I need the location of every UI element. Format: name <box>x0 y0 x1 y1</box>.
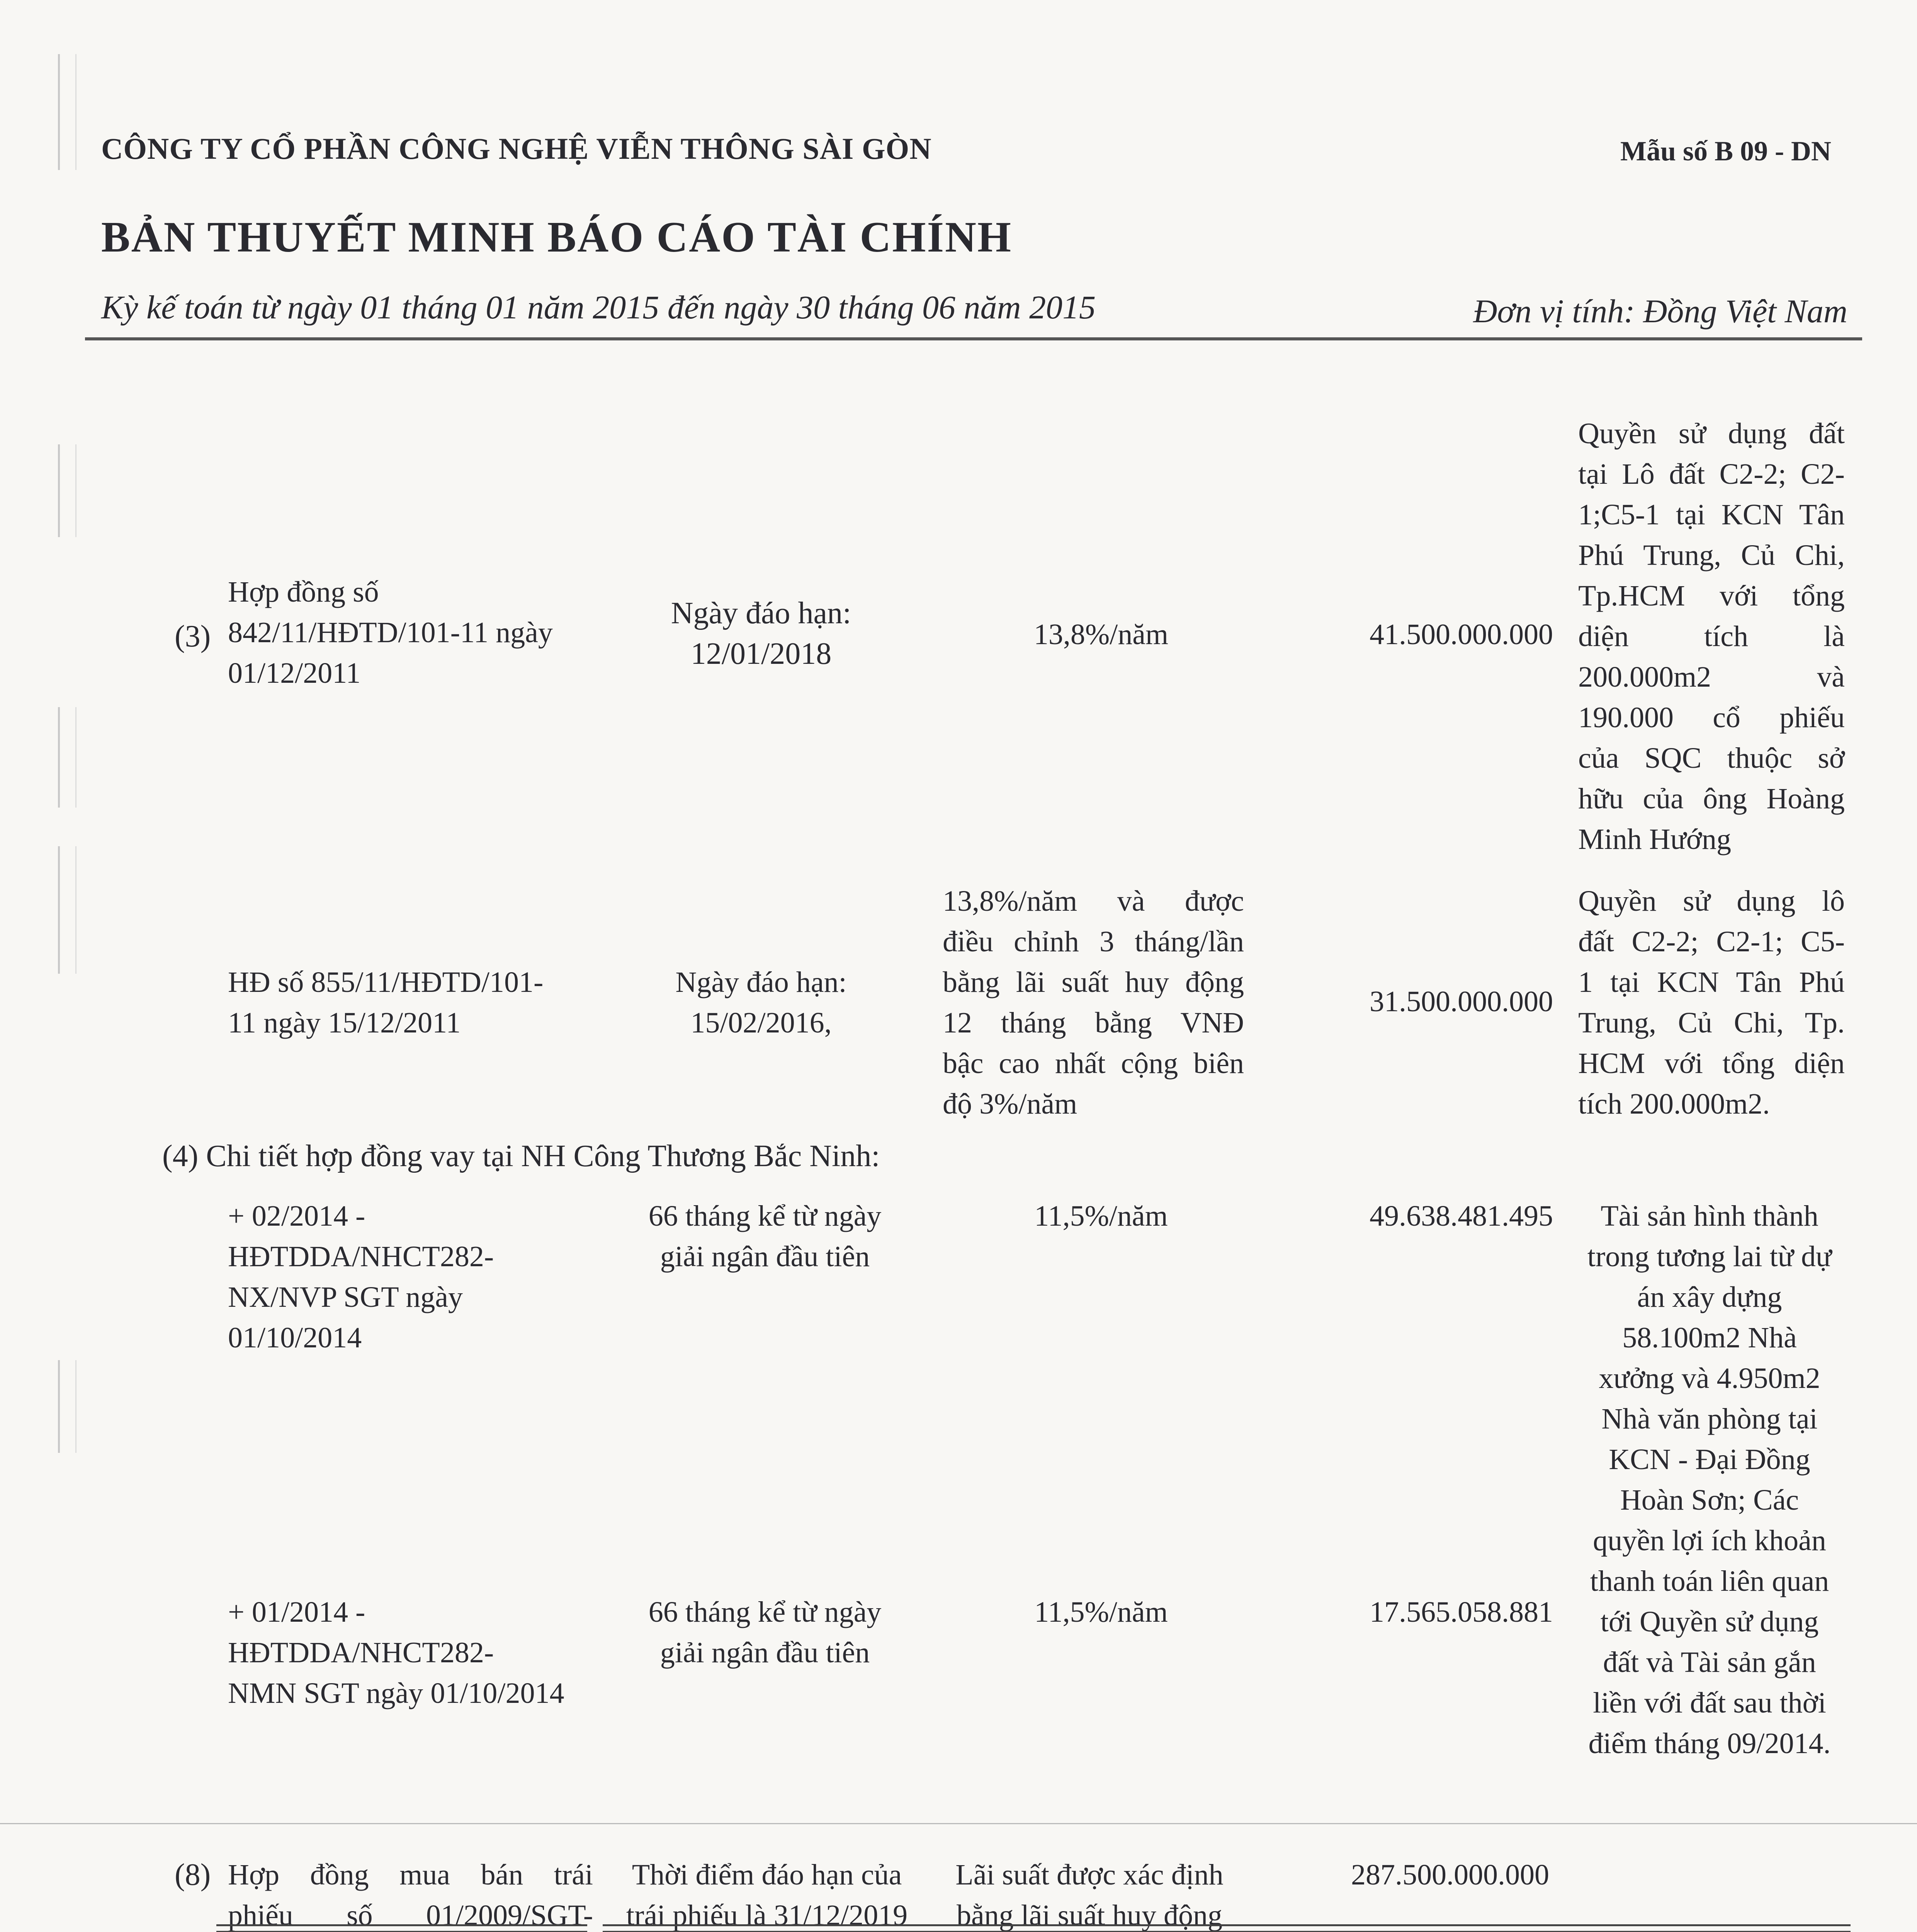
binder-edge <box>58 444 76 537</box>
report-title: BẢN THUYẾT MINH BÁO CÁO TÀI CHÍNH <box>101 213 1013 261</box>
collateral-line: đất và Tài sản gắn <box>1603 1646 1816 1679</box>
rate-line: bằng lãi suất huy động <box>956 1899 1223 1932</box>
rate-line: bậc cao nhất cộng biên <box>943 1047 1244 1080</box>
rate-line: 13,8%/năm và được <box>943 885 1244 917</box>
double-rule-left <box>216 1924 587 1932</box>
binder-edge <box>58 707 76 808</box>
contract-line: 11 ngày 15/12/2011 <box>228 1007 461 1039</box>
bond-amount: 287.500.000.000 <box>1351 1859 1549 1891</box>
bac-ninh-term-1 <box>634 1196 896 1277</box>
term-line: giải ngân đầu tiên <box>660 1240 870 1273</box>
bac-ninh-amount-1: 49.638.481.495 <box>1370 1200 1553 1232</box>
collateral-line: Tài sản hình thành <box>1601 1200 1818 1232</box>
term-line: 66 tháng kể từ ngày <box>648 1596 882 1628</box>
collateral-line: HCM với tổng diện <box>1578 1047 1845 1080</box>
contract-line: Hợp đồng mua bán trái <box>228 1859 593 1891</box>
row-855-amount: 31.500.000.000 <box>1370 985 1553 1018</box>
term-line: Ngày đáo hạn: <box>675 966 847 998</box>
collateral-line: hữu của ông Hoàng <box>1578 782 1845 815</box>
rate-line: độ 3%/năm <box>943 1088 1077 1120</box>
bac-ninh-collateral <box>1567 1196 1852 1764</box>
collateral-line: 1;C5-1 tại KCN Tân <box>1578 498 1845 531</box>
term-line: Ngày đáo hạn: <box>671 596 851 630</box>
collateral-line: xưởng và 4.950m2 <box>1599 1362 1820 1395</box>
collateral-line: KCN - Đại Đồng <box>1609 1443 1810 1476</box>
bac-ninh-contract-1 <box>228 1196 599 1358</box>
collateral-line: Trung, Củ Chi, Tp. <box>1578 1007 1845 1039</box>
collateral-line: điểm tháng 09/2014. <box>1588 1727 1831 1760</box>
rate-line: bằng lãi suất huy động <box>943 966 1244 998</box>
bac-ninh-term-2 <box>634 1592 896 1673</box>
contract-line: NMN SGT ngày 01/10/2014 <box>228 1677 564 1709</box>
binder-edge <box>58 54 76 170</box>
contract-line: 01/10/2014 <box>228 1321 362 1354</box>
contract-line: + 01/2014 - <box>228 1596 365 1628</box>
collateral-line: của SQC thuộc sở <box>1578 742 1845 774</box>
collateral-line: án xây dựng <box>1637 1281 1782 1313</box>
term-line: 12/01/2018 <box>690 637 832 671</box>
currency-unit: Đơn vị tính: Đồng Việt Nam <box>1473 293 1847 330</box>
row-3-rate: 13,8%/năm <box>1033 618 1169 651</box>
contract-line: 842/11/HĐTD/101-11 ngày <box>228 616 553 649</box>
bond-contract <box>228 1855 593 1932</box>
bond-rate <box>931 1855 1248 1932</box>
contract-line: HĐTDDA/NHCT282- <box>228 1240 494 1273</box>
bac-ninh-contract-2 <box>228 1592 599 1714</box>
collateral-line: đất C2-2; C2-1; C5- <box>1578 925 1845 958</box>
collateral-line: Tp.HCM với tổng <box>1578 580 1845 612</box>
collateral-line: tới Quyền sử dụng <box>1600 1605 1819 1638</box>
collateral-line: Quyền sử dụng đất <box>1578 417 1845 450</box>
bac-ninh-amount-2: 17.565.058.881 <box>1370 1596 1553 1628</box>
rate-line: Lãi suất được xác định <box>955 1859 1224 1891</box>
collateral-line: 58.100m2 Nhà <box>1622 1321 1797 1354</box>
collateral-line: diện tích là <box>1578 620 1845 653</box>
company-name: CÔNG TY CỔ PHẦN CÔNG NGHỆ VIỄN THÔNG SÀI GÒN <box>101 132 932 165</box>
header-divider <box>85 337 1862 340</box>
term-line: Thời điểm đáo hạn của <box>632 1859 902 1891</box>
page-join-line <box>0 1823 1917 1824</box>
bac-ninh-rate-1: 11,5%/năm <box>1034 1200 1168 1232</box>
term-line: 66 tháng kể từ ngày <box>648 1200 882 1232</box>
collateral-line: tích 200.000m2. <box>1578 1088 1770 1120</box>
collateral-line: thanh toán liên quan <box>1590 1565 1829 1597</box>
binder-edge <box>58 1360 76 1453</box>
collateral-line: trong tương lai từ dự <box>1587 1240 1832 1273</box>
contract-line: phiếu số 01/2009/SGT- <box>228 1899 593 1932</box>
collateral-line: 200.000m2 và <box>1578 661 1845 693</box>
term-line: giải ngân đầu tiên <box>660 1636 870 1669</box>
bond-term <box>607 1855 927 1932</box>
collateral-line: liền với đất sau thời <box>1593 1687 1826 1719</box>
contract-line: HĐTDDA/NHCT282- <box>228 1636 494 1669</box>
bond-marker: (8) <box>175 1858 211 1892</box>
row-855-collateral <box>1578 881 1845 1124</box>
rate-line: 12 tháng bằng VNĐ <box>943 1007 1244 1039</box>
form-number: Mẫu số B 09 - DN <box>1620 136 1831 167</box>
collateral-line: Hoàn Sơn; Các <box>1620 1484 1799 1516</box>
rate-line: điều chỉnh 3 tháng/lần <box>943 925 1244 958</box>
bac-ninh-heading: (4) Chi tiết hợp đồng vay tại NH Công Thương Bắc Ninh: <box>162 1139 880 1173</box>
collateral-line: tại Lô đất C2-2; C2- <box>1578 458 1845 490</box>
row-3-marker: (3) <box>175 619 211 653</box>
row-3-amount: 41.500.000.000 <box>1370 618 1553 651</box>
collateral-line: Quyền sử dụng lô <box>1578 885 1845 917</box>
row-3-term <box>634 593 889 674</box>
row-855-contract <box>228 962 589 1043</box>
contract-line: HĐ số 855/11/HĐTD/101- <box>228 966 544 998</box>
collateral-line: Minh Hướng <box>1578 823 1731 855</box>
collateral-line: Phú Trung, Củ Chi, <box>1578 539 1845 571</box>
row-3-collateral <box>1578 413 1845 860</box>
collateral-line: Nhà văn phòng tại <box>1601 1403 1818 1435</box>
contract-line: 01/12/2011 <box>228 657 361 689</box>
row-3-contract <box>228 572 589 694</box>
binder-edge <box>58 846 76 974</box>
term-line: 15/02/2016, <box>690 1007 832 1039</box>
term-line: trái phiếu là 31/12/2019 <box>626 1899 908 1932</box>
bac-ninh-rate-2: 11,5%/năm <box>1034 1596 1168 1628</box>
reporting-period: Kỳ kế toán từ ngày 01 tháng 01 năm 2015 đến ngày 30 tháng 06 năm 2015 <box>101 289 1096 326</box>
contract-line: + 02/2014 - <box>228 1200 365 1232</box>
collateral-line: 1 tại KCN Tân Phú <box>1578 966 1845 998</box>
row-855-term <box>634 962 889 1043</box>
double-rule-right <box>603 1924 1851 1932</box>
collateral-line: quyền lợi ích khoản <box>1593 1524 1826 1557</box>
collateral-line: 190.000 cổ phiếu <box>1578 701 1845 734</box>
row-855-rate <box>943 881 1244 1124</box>
contract-line: NX/NVP SGT ngày <box>228 1281 463 1313</box>
contract-line: Hợp đồng số <box>228 576 379 608</box>
